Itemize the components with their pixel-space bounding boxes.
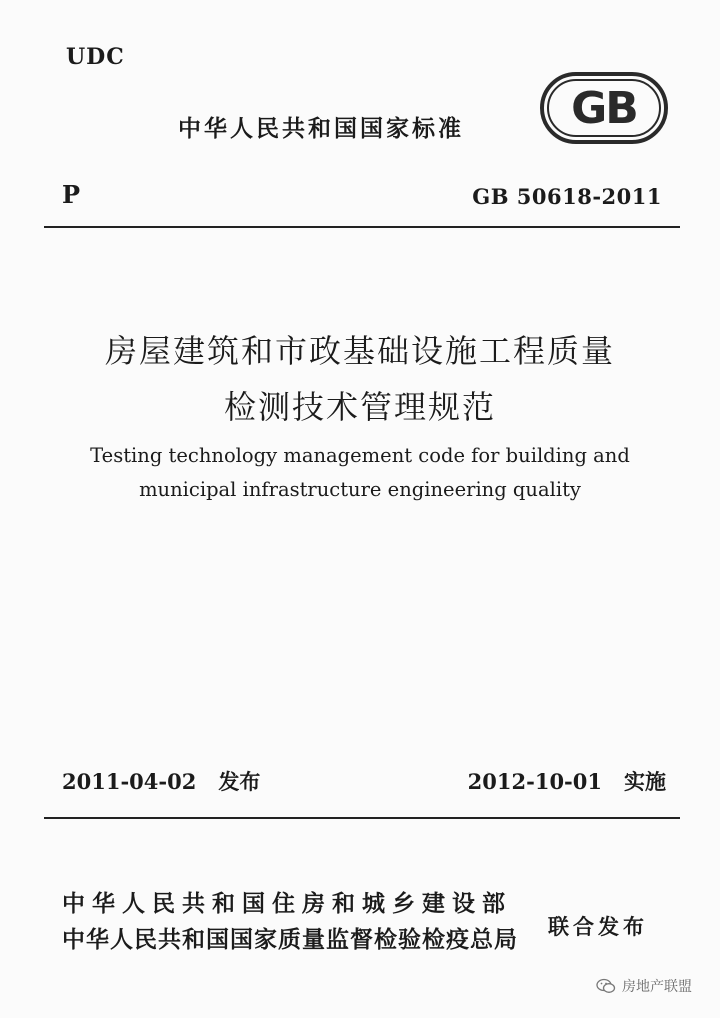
implement-date: 2012-10-01 <box>467 769 602 794</box>
issuer-line1: 中华人民共和国住房和城乡建设部 <box>62 891 512 917</box>
issuer-line2: 中华人民共和国国家质量监督检验检疫总局 <box>62 927 518 953</box>
gb-logo-text: GB <box>571 83 637 134</box>
title-en-line1: Testing technology management code for building and <box>90 444 630 467</box>
watermark-text: 房地产联盟 <box>622 979 692 995</box>
classification-code: P <box>62 180 81 209</box>
bottom-divider <box>44 817 680 819</box>
watermark <box>596 976 692 996</box>
implement-label: 实施 <box>624 770 666 794</box>
title-cn-line1: 房屋建筑和市政基础设施工程质量 <box>104 332 615 370</box>
issue-date-row <box>62 766 260 796</box>
udc-label: UDC <box>66 44 125 70</box>
national-standard-label: 中华人民共和国国家标准 <box>178 116 464 142</box>
title-cn-line2: 检测技术管理规范 <box>223 388 496 426</box>
gb-logo <box>540 72 668 144</box>
title-en-line2: municipal infrastructure engineering quality <box>139 478 581 501</box>
issue-label: 发布 <box>218 770 261 794</box>
standard-code: GB 50618-2011 <box>472 184 662 209</box>
joint-issue-label: 联合发布 <box>548 915 648 939</box>
wechat-icon <box>596 978 616 994</box>
top-divider <box>44 226 680 228</box>
implement-date-row <box>468 766 666 796</box>
issue-date: 2011-04-02 <box>62 769 197 794</box>
